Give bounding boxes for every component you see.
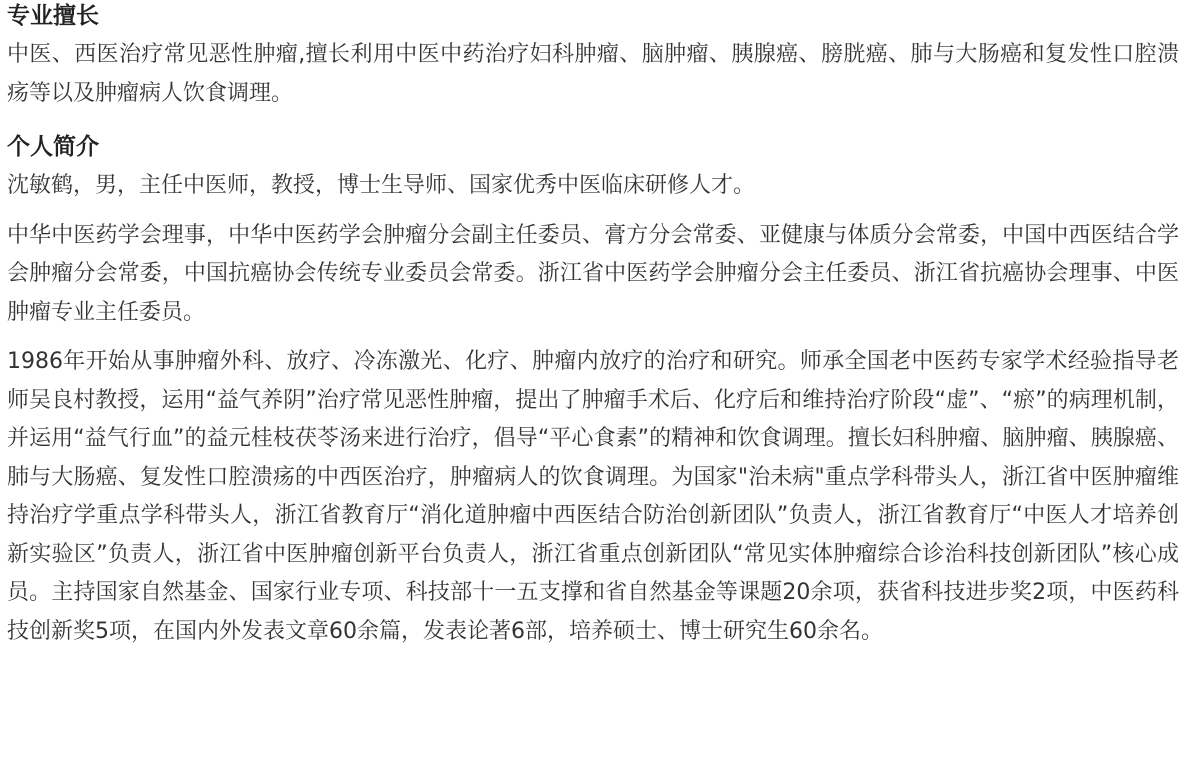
profile-memberships: 中华中医药学会理事，中华中医药学会肿瘤分会副主任委员、膏方分会常委、亚健康与体质分会常委，中国中西医结合学会肿瘤分会常委，中国抗癌协会传统专业委员会常委。浙江省中医药学会肿瘤分会主任委员、浙江省抗癌协会理事、中医肿瘤专业主任委员。: [7, 222, 1179, 325]
specialty-section: [7, 0, 1179, 113]
profile-section: [7, 131, 1179, 651]
specialty-text: 中医、西医治疗常见恶性肿瘤,擅长利用中医中药治疗妇科肿瘤、脑肿瘤、胰腺癌、膀胱癌、肺与大肠癌和复发性口腔溃疡等以及肿瘤病人饮食调理。: [7, 42, 1179, 106]
specialty-heading: 专业擅长: [7, 3, 99, 29]
profile-heading: 个人简介: [7, 134, 99, 160]
profile-basic-info: 沈敏鹤，男，主任中医师，教授，博士生导师、国家优秀中医临床研修人才。: [7, 173, 756, 198]
profile-career: 1986年开始从事肿瘤外科、放疗、冷冻激光、化疗、肿瘤内放疗的治疗和研究。师承全国老中医药专家学术经验指导老师吴良村教授，运用“益气养阴”治疗常见恶性肿瘤，提出了肿瘤手术后、化疗后和维持治疗阶段“虚”、“瘀”的病理机制，并运用“益气行血”的益元桂枝茯苓汤来进行治疗，倡导“平心食素”的精神和饮食调理。擅长妇科肿瘤、脑肿瘤、胰腺癌、肺与大肠癌、复发性口腔溃疡的中西医治疗，肿瘤病人的饮食调理。为国家"治未病"重点学科带头人，浙江省中医肿瘤维持治疗学重点学科带头人，浙江省教育厅“消化道肿瘤中西医结合防治创新团队”负责人，浙江省教育厅“中医人才培养创新实验区”负责人，浙江省中医肿瘤创新平台负责人，浙江省重点创新团队“常见实体肿瘤综合诊治科技创新团队”核心成员。主持国家自然基金、国家行业专项、科技部十一五支撑和省自然基金等课题20余项，获省科技进步奖2项，中医药科技创新奖5项，在国内外发表文章60余篇，发表论著6部，培养硕士、博士研究生60余名。: [7, 349, 1179, 644]
